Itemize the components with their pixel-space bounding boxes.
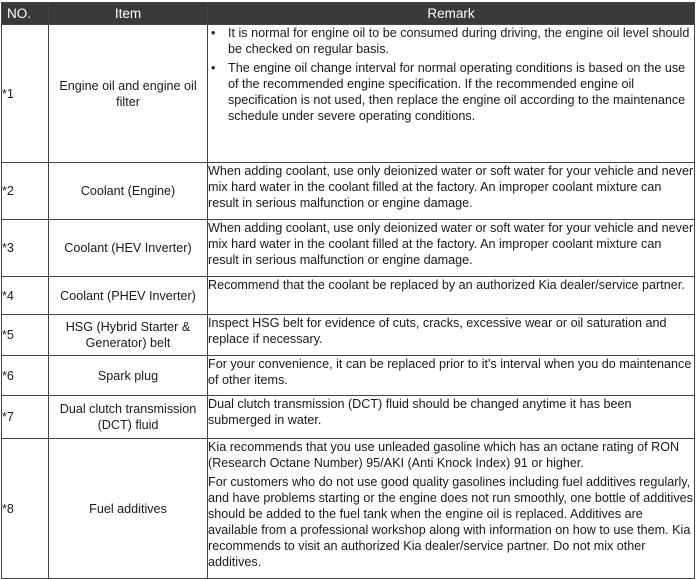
header-no: NO.: [2, 3, 49, 25]
row-item: Fuel additives: [49, 439, 208, 579]
row-remark: Recommend that the coolant be replaced by an authorized Kia dealer/service partner.: [208, 277, 695, 315]
remark-text: It is normal for engine oil to be consumed during driving, the engine oil level should be checked on regular basis.: [228, 26, 690, 56]
row-item: HSG (Hybrid Starter & Generator) belt: [49, 315, 208, 356]
maintenance-remarks-table: [1, 2, 695, 579]
row-remark: Dual clutch transmission (DCT) fluid should be changed anytime it has been submerged in water.: [208, 396, 695, 439]
row-number: *3: [2, 220, 49, 277]
row-number: *4: [2, 277, 49, 315]
table-row: [2, 220, 695, 277]
table-row: [2, 315, 695, 356]
remark-text: The engine oil change interval for normal operating conditions is based on the use of the recommended engine specification. If the recommended engine oil specification is not used, then replace the engine oil according to the maintenance schedule under severe operating conditions.: [228, 61, 686, 123]
remark-bullet: [208, 60, 694, 124]
row-remark: [208, 439, 695, 579]
row-number: *7: [2, 396, 49, 439]
row-remark: For your convenience, it can be replaced prior to it's interval when you do maintenance of other items.: [208, 356, 695, 396]
remark-paragraph: Kia recommends that you use unleaded gasoline which has an octane rating of RON (Research Octane Number) 95/AKI (Anti Knock Index) 91 or higher.: [208, 440, 680, 470]
row-remark: [208, 25, 695, 163]
table-row: [2, 163, 695, 220]
row-item: Coolant (PHEV Inverter): [49, 277, 208, 315]
row-number: *5: [2, 315, 49, 356]
row-item: Spark plug: [49, 356, 208, 396]
row-item: Coolant (HEV Inverter): [49, 220, 208, 277]
row-remark: When adding coolant, use only deionized water or soft water for your vehicle and never mix hard water in the coolant filled at the factory. An improper coolant mixture can result in serious malfunction or engine damage.: [208, 220, 695, 277]
table-header-row: [2, 3, 695, 25]
row-number: *1: [2, 25, 49, 163]
header-item: Item: [49, 3, 208, 25]
bullet-icon: •: [211, 61, 216, 75]
row-remark: Inspect HSG belt for evidence of cuts, cracks, excessive wear or oil saturation and replace if necessary.: [208, 315, 695, 356]
remark-bullet: [208, 25, 694, 57]
table-row: [2, 356, 695, 396]
table-row: [2, 277, 695, 315]
bullet-icon: •: [211, 26, 216, 40]
row-number: *2: [2, 163, 49, 220]
remark-paragraph: For customers who do not use good quality gasolines including fuel additives regularly, and have problems starting or the engine does not run smoothly, one bottle of additives should be added to the fuel tank when the engine oil is replaced. Additives are available from a professional workshop along with information on how to use them. Kia recommends to visit an authorized Kia dealer/service partner. Do not mix other additives.: [208, 475, 693, 569]
row-remark: When adding coolant, use only deionized water or soft water for your vehicle and never mix hard water in the coolant filled at the factory. An improper coolant mixture can result in serious malfunction or engine damage.: [208, 163, 695, 220]
row-number: *8: [2, 439, 49, 579]
table-row: [2, 396, 695, 439]
header-remark: Remark: [208, 3, 695, 25]
row-item: Engine oil and engine oil filter: [49, 25, 208, 163]
table-row: [2, 25, 695, 163]
table-row: [2, 439, 695, 579]
maintenance-remarks-table-container: [1, 2, 694, 579]
row-number: *6: [2, 356, 49, 396]
row-item: Dual clutch transmission (DCT) fluid: [49, 396, 208, 439]
row-item: Coolant (Engine): [49, 163, 208, 220]
